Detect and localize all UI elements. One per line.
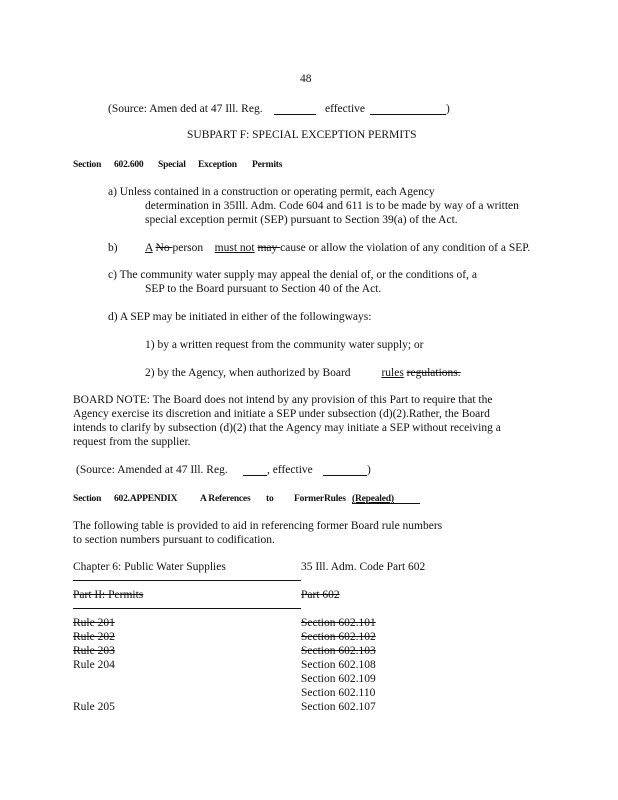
- board-note-line: intends to clarify by subsection (d)(2) that the Agency may initiate a SEP without receiving a: [73, 422, 501, 434]
- plain-text: person: [172, 242, 204, 254]
- para-a-line: a) Unless contained in a construction or operating permit, each Agency: [108, 186, 435, 198]
- section-title-word: Permits: [252, 160, 283, 170]
- table-rule: [73, 580, 301, 581]
- rule-cell: Rule 204: [73, 659, 115, 671]
- source-note-effective: , effective: [267, 464, 313, 476]
- deleted-text: may: [257, 242, 281, 254]
- blank-line: [274, 114, 316, 115]
- table-right-header: 35 Ill. Adm. Code Part 602: [301, 561, 426, 573]
- plain-text: cause or allow the violation of any condition of a SEP.: [280, 242, 531, 254]
- section-cell: Section 602.103: [301, 645, 376, 657]
- appendix-title-word: Former: [294, 494, 324, 504]
- para-c-line: c) The community water supply may appeal the denial of, or the conditions of, a: [108, 269, 477, 281]
- appendix-number: 602.APPENDIX: [114, 494, 178, 504]
- source-note: (Source: Amended at 47 Ill. Reg.: [76, 464, 228, 476]
- blank-line: [323, 475, 367, 476]
- inserted-text: A: [145, 242, 153, 254]
- section-cell: Section 602.102: [301, 631, 376, 643]
- section-cell: Section 602.107: [301, 701, 376, 713]
- table-left-header: Chapter 6: Public Water Supplies: [73, 561, 226, 573]
- para-d-item: [145, 366, 461, 380]
- section-title-word: Exception: [198, 160, 237, 170]
- para-d-item: 1) by a written request from the community water supply; or: [145, 339, 424, 351]
- appendix-title-word: A References: [200, 494, 251, 504]
- source-note-effective: effective: [325, 103, 366, 115]
- board-note-line: BOARD NOTE: The Board does not intend by any provision of this Part to require that the: [73, 394, 493, 406]
- rule-cell: Rule 202: [73, 631, 115, 643]
- intro-line: to section numbers pursuant to codification.: [73, 534, 275, 546]
- rule-cell: Rule 205: [73, 701, 115, 713]
- para-b-text: [145, 241, 530, 255]
- source-note-close: ): [367, 464, 371, 476]
- inserted-text: must not: [214, 242, 255, 254]
- rule-cell: Rule 201: [73, 617, 115, 629]
- appendix-label: Section: [73, 494, 102, 504]
- section-cell: Section 602.108: [301, 659, 376, 671]
- plain-text: 2) by the Agency, when authorized by Board: [145, 367, 351, 379]
- blank-line: [243, 475, 267, 476]
- board-note-line: request from the supplier.: [73, 436, 191, 448]
- table-right-subheader: Part 602: [301, 589, 340, 601]
- deleted-text: No: [155, 242, 173, 254]
- underline: [352, 503, 420, 504]
- intro-line: The following table is provided to aid in referencing former Board rule numbers: [73, 520, 443, 532]
- page-number: 48: [300, 73, 312, 85]
- section-number: 602.600: [114, 160, 144, 170]
- section-label: Section: [73, 160, 102, 170]
- para-a-line: special exception permit (SEP) pursuant to Section 39(a) of the Act.: [145, 214, 458, 226]
- table-left-subheader: Part II: Permits: [73, 589, 144, 601]
- rule-cell: Rule 203: [73, 645, 115, 657]
- appendix-title-word: Rules: [324, 494, 346, 504]
- board-note-line: Agency exercise its discretion and initiate a SEP under subsection (d)(2).Rather, the Board: [73, 408, 490, 420]
- para-d-line: d) A SEP may be initiated in either of the followingways:: [108, 311, 372, 323]
- para-b-label: b): [108, 242, 118, 254]
- section-title-word: Special: [158, 160, 186, 170]
- deleted-text: regulations.: [406, 367, 461, 379]
- appendix-title-word: (Repealed): [352, 494, 394, 504]
- blank-line: [370, 114, 446, 115]
- appendix-title-word: to: [266, 494, 274, 504]
- subpart-heading: SUBPART F: SPECIAL EXCEPTION PERMITS: [187, 129, 417, 141]
- inserted-text: rules: [381, 367, 404, 379]
- section-cell: Section 602.109: [301, 673, 376, 685]
- source-note: (Source: Amen ded at 47 Ill. Reg.: [108, 103, 263, 115]
- source-note-close: ): [446, 103, 450, 115]
- section-cell: Section 602.110: [301, 687, 376, 699]
- para-c-line: SEP to the Board pursuant to Section 40 of the Act.: [145, 283, 382, 295]
- para-a-line: determination in 35Ill. Adm. Code 604 and 611 is to be made by way of a written: [145, 200, 519, 212]
- table-rule: [73, 608, 301, 609]
- section-cell: Section 602.101: [301, 617, 376, 629]
